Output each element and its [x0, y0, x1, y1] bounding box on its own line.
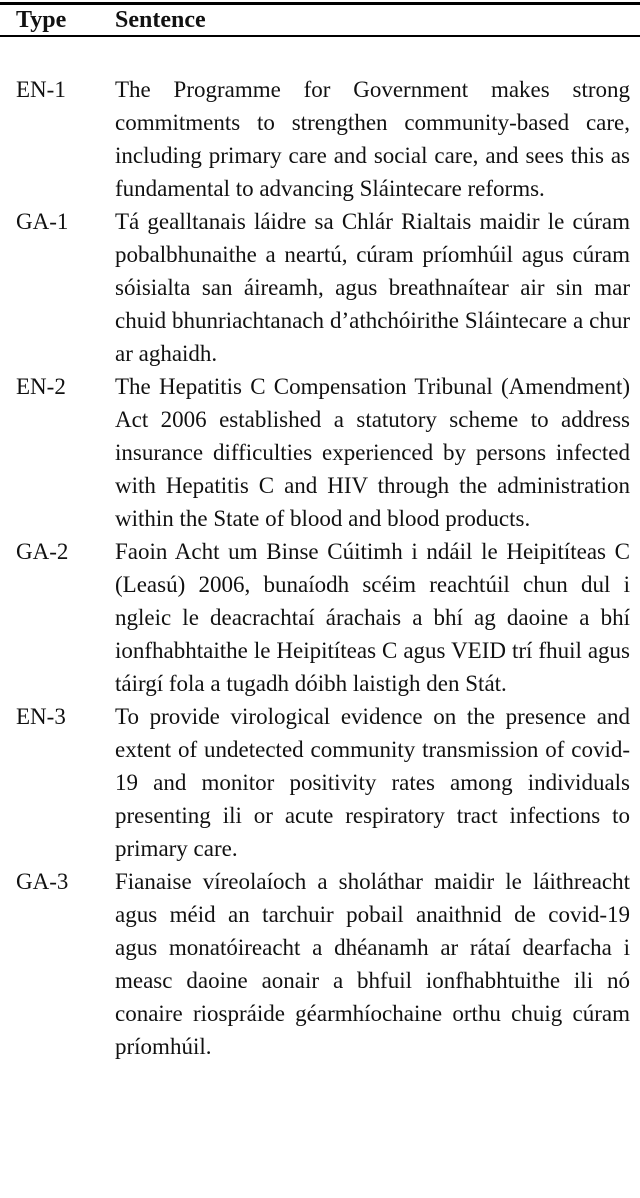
paper-table [0, 2, 640, 1198]
row-type-label: GA-2 [16, 539, 69, 564]
table-row [0, 535, 640, 700]
column-header-sentence: Sentence [115, 7, 206, 33]
table-row [0, 205, 640, 370]
table-row [0, 370, 640, 535]
row-type-label: EN-1 [16, 77, 66, 102]
table-row [0, 700, 640, 865]
table-header-row [0, 5, 640, 35]
row-type-label: GA-3 [16, 869, 69, 894]
row-type-label: EN-2 [16, 374, 66, 399]
row-sentence: Faoin Acht um Binse Cúitimh i ndáil le Heipitíteas C (Leasú) 2006, bunaíodh scéim reachtúil chun dul i ngleic le deacrachtaí árachais a bhí ag daoine a bhí ionfhabhtaithe le Heipitíteas C agus VEID trí fhuil agus táirgí fola a tugadh dóibh laistigh den Stát. [115, 539, 630, 696]
row-type-label: EN-3 [16, 704, 66, 729]
table-body [0, 37, 640, 1063]
row-sentence: Fianaise víreolaíoch a sholáthar maidir le láithreacht agus méid an tarchuir pobail anaithnid de covid-19 agus monatóireacht a dhéanamh ar rátaí dearfacha i measc daoine aonair a bhfuil ionfhabhtuithe ili nó conaire riospráide géarmhíochaine orthu chuig cúram príomhúil. [115, 869, 630, 1059]
row-sentence: The Programme for Government makes strong commitments to strengthen community-based care, including primary care and social care, and sees this as fundamental to advancing Sláintecare reforms. [115, 77, 630, 201]
row-sentence: Tá gealltanais láidre sa Chlár Rialtais maidir le cúram pobalbhunaithe a neartú, cúram príomhúil agus cúram sóisialta san áireamh, agus breathnaítear air sin mar chuid bhunriachtanach d’athchóirithe Sláintecare a chur ar aghaidh. [115, 209, 630, 366]
row-sentence: To provide virological evidence on the presence and extent of undetected community transmission of covid-19 and monitor positivity rates among individuals presenting ili or acute respiratory tract infections to primary care. [115, 704, 630, 861]
row-sentence: The Hepatitis C Compensation Tribunal (Amendment) Act 2006 established a statutory scheme to address insurance difficulties experienced by persons infected with Hepatitis C and HIV through the administration within the State of blood and blood products. [115, 374, 630, 531]
table-row [0, 865, 640, 1063]
row-type-label: GA-1 [16, 209, 69, 234]
table-row [0, 73, 640, 205]
column-header-type: Type [16, 7, 67, 33]
